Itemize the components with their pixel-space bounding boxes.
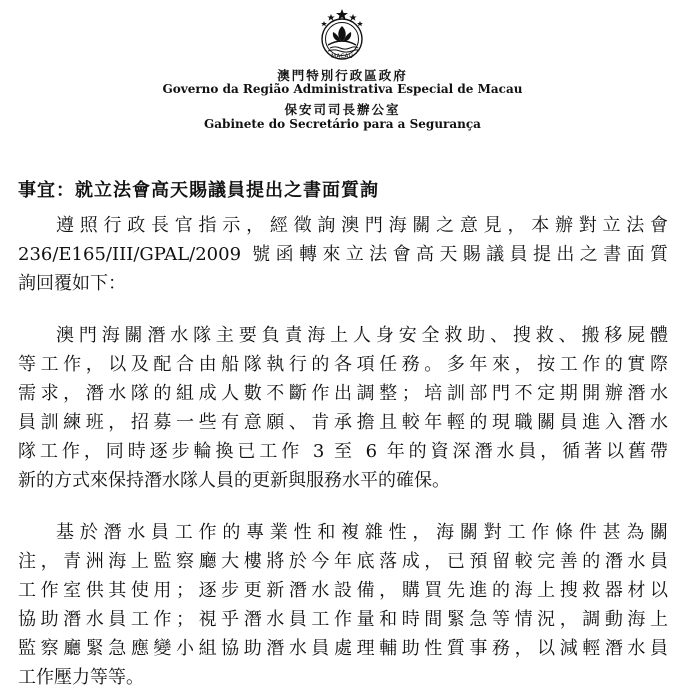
paragraph-line: 注，青洲海上監察廳大樓將於今年底落成，已預留較完善的潛水員 <box>18 551 668 572</box>
svg-text:MACAU: MACAU <box>331 53 353 60</box>
paragraph-line: 澳門海關潛水隊主要負責海上人身安全救助、搜救、搬移屍體 <box>56 325 668 346</box>
paragraph-2 <box>18 321 668 495</box>
letterhead <box>0 0 685 140</box>
paragraph-line: 新的方式來保持潛水隊人員的更新與服務水平的確保。 <box>18 470 450 491</box>
paragraph-line: 遵照行政長官指示，經徵詢澳門海關之意見，本辦對立法會 <box>56 215 668 236</box>
document-subject: 事宜：就立法會高天賜議員提出之書面質詢 <box>18 180 379 201</box>
office-name-chinese: 保安司司長辦公室 <box>284 102 401 117</box>
paragraph-line: 工作室供其使用；逐步更新潛水設備，購買先進的海上搜救器材以 <box>18 580 668 601</box>
macau-emblem-icon <box>306 6 378 64</box>
paragraph-line: 工作壓力等等。 <box>18 667 144 688</box>
paragraph-line: 協助潛水員工作；視乎潛水員工作量和時間緊急等情況，調動海上 <box>18 609 668 630</box>
paragraph-line: 基於潛水員工作的專業性和複雜性，海關對工作條件甚為關 <box>56 522 668 543</box>
paragraph-line: 員訓練班，招募一些有意願、肯承擔且較年輕的現職關員進入潛水 <box>18 412 668 433</box>
paragraph-line: 詢回覆如下： <box>18 273 126 294</box>
paragraph-1 <box>18 211 668 298</box>
paragraph-line: 需求，潛水隊的組成人數不斷作出調整；培訓部門不定期開辦潛水 <box>18 383 668 404</box>
paragraph-line: 等工作，以及配合由船隊執行的各項任務。多年來，按工作的實際 <box>18 354 668 375</box>
government-name-chinese: 澳門特別行政區政府 <box>277 68 408 83</box>
paragraph-line: 236/E165/III/GPAL/2009 號函轉來立法會高天賜議員提出之書面質 <box>18 244 668 265</box>
paragraph-3 <box>18 518 668 692</box>
government-name-portuguese: Governo da Região Administrativa Especial de Macau <box>162 82 523 96</box>
office-name-portuguese: Gabinete do Secretário para a Segurança <box>204 117 481 131</box>
paragraph-line: 監察廳緊急應變小組協助潛水員處理輔助性質事務，以減輕潛水員 <box>18 638 668 659</box>
paragraph-line: 隊工作，同時逐步輪換已工作 3 至 6 年的資深潛水員，循著以舊帶 <box>18 441 668 462</box>
